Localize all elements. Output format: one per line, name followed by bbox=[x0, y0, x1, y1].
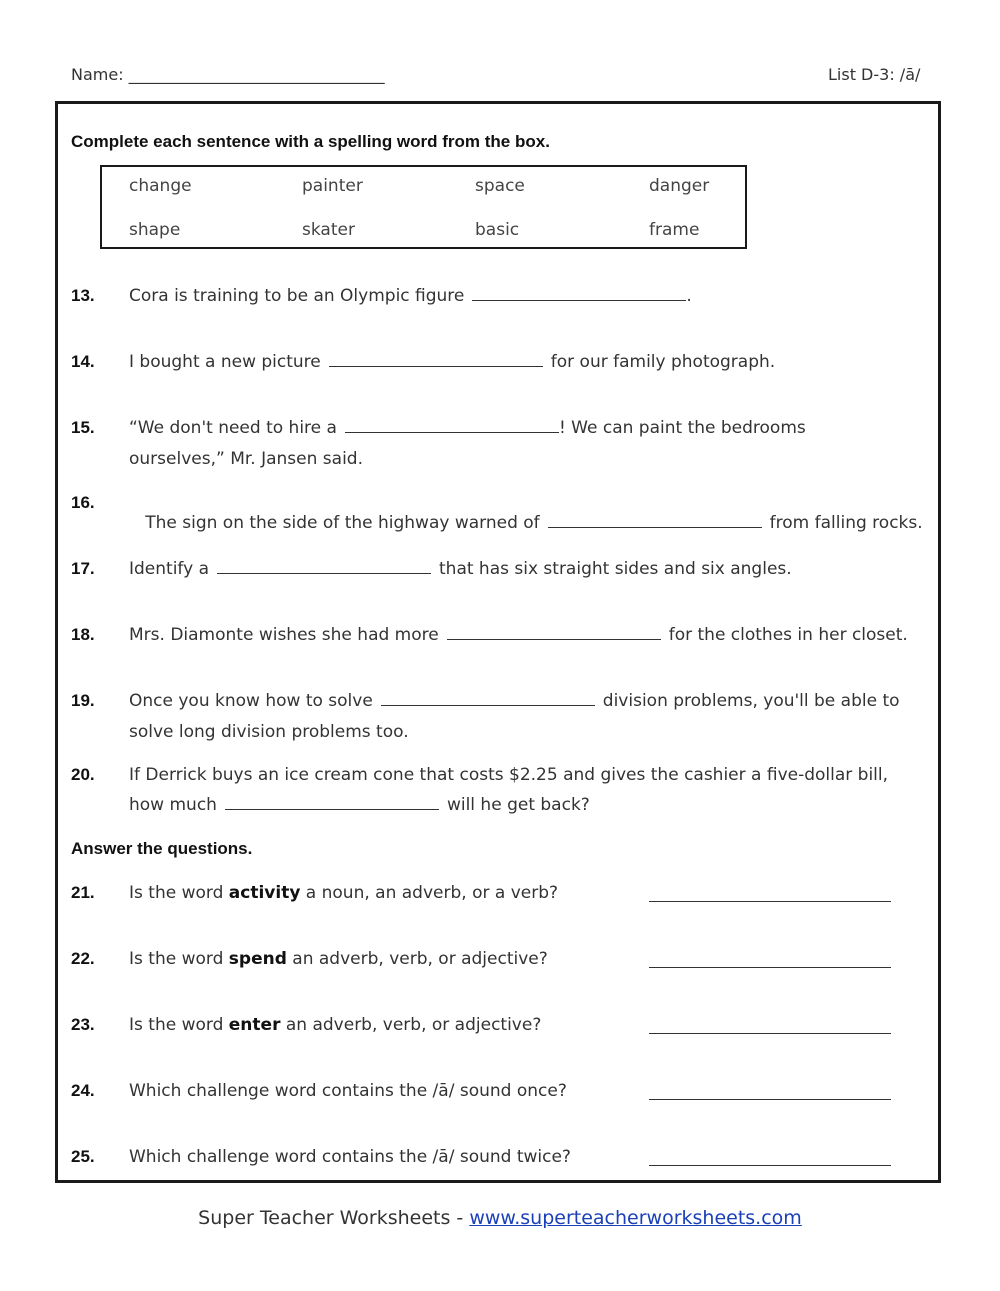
name-field-label: Name: ________________________________ bbox=[71, 65, 385, 84]
question-23 bbox=[129, 1015, 541, 1035]
question-number: 13. bbox=[71, 286, 95, 305]
sentence-text: division problems, you'll be able to bbox=[602, 691, 900, 711]
list-label: List D-3: /ā/ bbox=[828, 65, 921, 84]
question-number: 19. bbox=[71, 691, 95, 710]
sentence-text: Identify a bbox=[129, 559, 209, 579]
sentence-text: “We don't need to hire a bbox=[129, 418, 337, 438]
question-number: 18. bbox=[71, 625, 95, 644]
sentence-text: Cora is training to be an Olympic figure bbox=[129, 286, 465, 306]
word-bank-item: change bbox=[129, 176, 192, 196]
sentence-15 bbox=[129, 418, 806, 438]
word-bank-item: danger bbox=[649, 176, 710, 196]
answer-line[interactable] bbox=[649, 950, 891, 968]
sentence-20: If Derrick buys an ice cream cone that costs $2.25 and gives the cashier a five-dollar bill, bbox=[129, 765, 889, 785]
question-keyword: activity bbox=[228, 883, 301, 903]
question-text: an adverb, verb, or adjective? bbox=[286, 949, 548, 969]
sentence-text: how much bbox=[129, 795, 217, 815]
section1-instruction: Complete each sentence with a spelling word from the box. bbox=[71, 132, 550, 151]
question-text: a noun, an adverb, or a verb? bbox=[300, 883, 559, 903]
word-bank-item: shape bbox=[129, 220, 181, 240]
question-text: Is the word bbox=[129, 1015, 229, 1035]
sentence-19 bbox=[129, 691, 900, 711]
sentence-text: Once you know how to solve bbox=[129, 691, 373, 711]
sentence-text: that has six straight sides and six angles. bbox=[439, 559, 792, 579]
sentence-text: will he get back? bbox=[446, 795, 590, 815]
question-number: 23. bbox=[71, 1015, 95, 1034]
sentence-19-line2: solve long division problems too. bbox=[129, 722, 409, 742]
question-text: an adverb, verb, or adjective? bbox=[280, 1015, 542, 1035]
sentence-text: from falling rocks. bbox=[769, 513, 923, 533]
section2-instruction: Answer the questions. bbox=[71, 839, 253, 858]
word-bank-item: skater bbox=[302, 220, 355, 240]
sentence-text: ! We can paint the bedrooms bbox=[558, 418, 806, 438]
sentence-text: The sign on the side of the highway warned of bbox=[139, 513, 540, 533]
sentence-14 bbox=[129, 352, 775, 372]
question-number: 25. bbox=[71, 1147, 95, 1166]
word-bank-box bbox=[100, 165, 747, 249]
sentence-text: Mrs. Diamonte wishes she had more bbox=[129, 625, 439, 645]
question-text: Is the word bbox=[129, 949, 229, 969]
answer-blank[interactable] bbox=[381, 691, 595, 706]
sentence-text: for the clothes in her closet. bbox=[668, 625, 908, 645]
sentence-text: for our family photograph. bbox=[550, 352, 776, 372]
word-bank-item: painter bbox=[302, 176, 363, 196]
word-bank-item: basic bbox=[475, 220, 520, 240]
question-number: 20. bbox=[71, 765, 95, 784]
question-21 bbox=[129, 883, 558, 903]
sentence-13 bbox=[129, 286, 692, 306]
answer-blank[interactable] bbox=[217, 559, 431, 574]
answer-line[interactable] bbox=[649, 1082, 891, 1100]
question-number: 22. bbox=[71, 949, 95, 968]
question-number: 14. bbox=[71, 352, 95, 371]
question-number: 21. bbox=[71, 883, 95, 902]
question-number: 16. bbox=[71, 493, 95, 512]
sentence-15-line2: ourselves,” Mr. Jansen said. bbox=[129, 449, 363, 469]
question-number: 15. bbox=[71, 418, 95, 437]
footer bbox=[0, 1207, 1000, 1229]
answer-blank[interactable] bbox=[329, 352, 543, 367]
word-bank-item: frame bbox=[649, 220, 700, 240]
footer-link[interactable]: www.superteacherworksheets.com bbox=[469, 1207, 802, 1229]
answer-line[interactable] bbox=[649, 884, 891, 902]
question-number: 17. bbox=[71, 559, 95, 578]
answer-line[interactable] bbox=[649, 1016, 891, 1034]
sentence-text: . bbox=[686, 286, 692, 306]
question-24: Which challenge word contains the /ā/ sound once? bbox=[129, 1081, 567, 1101]
question-keyword: enter bbox=[228, 1015, 281, 1035]
question-number: 24. bbox=[71, 1081, 95, 1100]
footer-text: Super Teacher Worksheets - bbox=[198, 1207, 470, 1229]
sentence-18 bbox=[129, 625, 908, 645]
question-keyword: spend bbox=[228, 949, 287, 969]
answer-blank[interactable] bbox=[225, 795, 439, 810]
answer-blank[interactable] bbox=[345, 418, 559, 433]
question-25: Which challenge word contains the /ā/ sound twice? bbox=[129, 1147, 571, 1167]
sentence-text: I bought a new picture bbox=[129, 352, 321, 372]
question-text: Is the word bbox=[129, 883, 229, 903]
sentence-17 bbox=[129, 559, 792, 579]
answer-blank[interactable] bbox=[447, 625, 661, 640]
answer-blank[interactable] bbox=[472, 286, 686, 301]
answer-line[interactable] bbox=[649, 1148, 891, 1166]
sentence-20-line2 bbox=[129, 795, 590, 815]
sentence-16 bbox=[129, 493, 923, 533]
answer-blank[interactable] bbox=[548, 513, 762, 528]
question-22 bbox=[129, 949, 548, 969]
word-bank-item: space bbox=[475, 176, 525, 196]
